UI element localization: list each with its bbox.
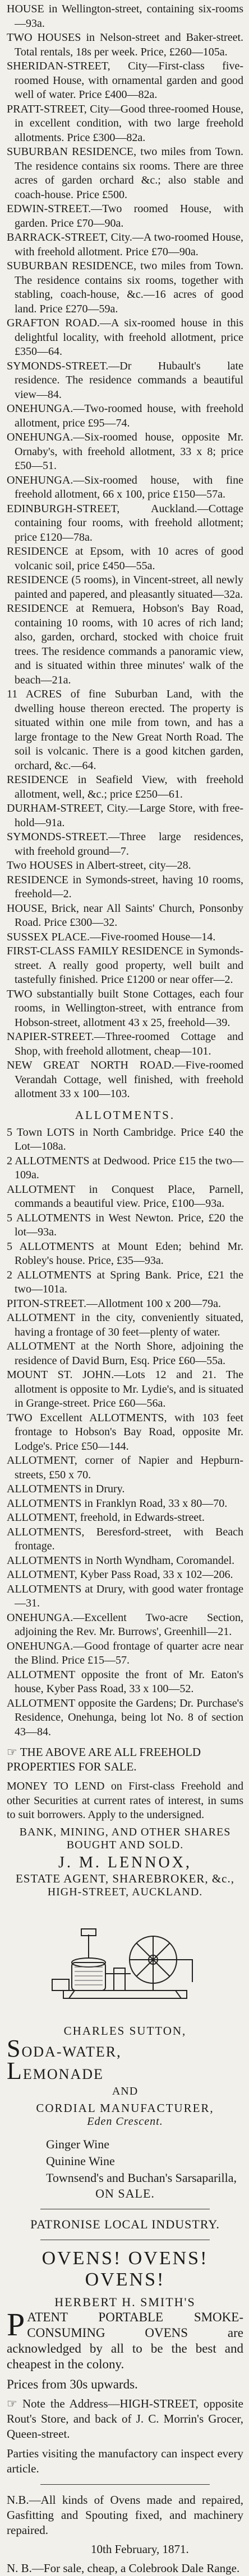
smith-address-text: Note the Address—HIGH-STREET, opposite Rout's Store, and back of J. C. Morrin's Grocer, Queen-street.: [7, 2396, 243, 2441]
freehold-note: [7, 1745, 243, 1774]
divider: [40, 2484, 210, 2485]
listing-item: NEW GREAT NORTH ROAD.—Five-roomed Verandah Cottage, well finished, with freehold allotment 33 x 100—103.: [7, 1059, 243, 1100]
listing-item: ALLOTMENT opposite the Gardens; Dr. Purchase's Residence, Onehunga, being lot No. 8 of section 43—84.: [7, 1697, 243, 1738]
agent-title: ESTATE AGENT, SHAREBROKER, &c.,: [15, 1871, 234, 1885]
sutton-and: AND: [112, 2085, 139, 2097]
sutton-dropcap-s: S: [7, 2034, 22, 2062]
listing-item: ALLOTMENTS in Drury.: [7, 1483, 125, 1495]
sutton-products: [7, 2136, 243, 2201]
listing-item: EDINBURGH-STREET, Auckland.—Cottage containing four rooms, with freehold allotment; price £120—78a.: [7, 502, 243, 544]
smith-address-note: [7, 2396, 243, 2442]
listing-item: SHERIDAN-STREET, City—First-class five-roomed House, with ornamental garden and good well of water. Price £400—82a.: [7, 60, 243, 101]
listing-item: 5 ALLOTMENTS at Mount Eden; behind Mr. Robley's house. Price, £35—93a.: [7, 1240, 243, 1267]
listing-item: ALLOTMENT in Conquest Place, Parnell, commands a beautiful view. Price, £100—93a.: [7, 1183, 243, 1210]
sutton-trade-line: [7, 2034, 243, 2085]
product-sarsaparilla: Townsend's and Buchan's Sarsaparilla,: [46, 2170, 237, 2185]
machinery-engraving-icon: [41, 1907, 209, 2018]
listing-item: ONEHUNGA.—Six-roomed house, opposite Mr. Ornaby's, with freehold allotment, 33 x 8; price £50—51.: [7, 431, 243, 472]
listing-item: TWO substantially built Stone Cottages, each four rooms, in Wellington-street, with entrance from Hobson-street, allotment 43 x 25, freehold—39.: [7, 987, 243, 1029]
shares-line-2: BOUGHT AND SOLD.: [66, 1838, 184, 1851]
smith-name: HERBERT H. SMITH'S: [54, 2294, 196, 2309]
sutton-lemonade: EMONADE: [22, 2066, 104, 2082]
allotments-heading: ALLOTMENTS.: [75, 1108, 176, 1122]
listing-item: HOUSE in Wellington-street, containing six-rooms—93a.: [7, 3, 243, 30]
sutton-soda-water: ODA-WATER,: [21, 2043, 122, 2060]
smith-dropcap: P: [7, 2306, 25, 2343]
freehold-note-text: THE ABOVE ARE ALL FREEHOLD PROPERTIES FOR SALE.: [7, 1745, 201, 1773]
listing-item: ALLOTMENT, corner of Napier and Hepburn-streets, £50 x 70.: [7, 1454, 243, 1481]
smith-body-text: ATENT PORTABLE SMOKE-CONSUMING OVENS are acknowledged by all to be the best and cheapest in the colony.: [7, 2310, 243, 2371]
listing-item: ONEHUNGA.—Six-roomed house, with fine freehold allotment, 66 x 100, price £150—57a.: [7, 474, 243, 500]
listing-item: SUSSEX PLACE.—Five-roomed House—14.: [7, 930, 216, 943]
listing-item: RESIDENCE in Seafield View, with freehold allotment, well, &c.; price £250—61.: [7, 774, 243, 800]
listing-item: ALLOTMENT in the city, conveniently situated, having a frontage of 30 feet—plenty of water.: [7, 1312, 243, 1338]
sutton-name: CHARLES SUTTON,: [63, 2024, 187, 2038]
listing-item: 5 ALLOTMENTS in West Newton. Price, £20 the lot—93a.: [7, 1211, 243, 1238]
property-listings: [7, 2, 243, 1102]
smith-date: 10th February, 1871.: [91, 2542, 189, 2556]
listing-item: TWO HOUSES in Nelson-street and Baker-street. Total rentals, 18s per week. Price, £260—105a.: [7, 31, 243, 58]
listing-item: SYMONDS-STREET.—Dr Hubault's late residence. The residence commands a beautiful view—84.: [7, 359, 243, 401]
allotment-listings: [7, 1126, 243, 1740]
listing-item: ALLOTMENT, Kyber Pass Road, 33 x 102—206.: [7, 1568, 233, 1581]
listing-item: PRATT-STREET, City—Good three-roomed House, in excellent condition, with two large freehold allotments. Price £300—82a.: [7, 102, 243, 144]
smith-nb-repairs: N.B.—All kinds of Ovens made and repaired, Gasfitting and Spouting fixed, and machinery repaired.: [7, 2493, 243, 2537]
listing-item: RESIDENCE in Symonds-street, having 10 rooms, freehold—2.: [7, 873, 243, 900]
listing-item: GRAFTON ROAD.—A six-roomed house in this delightful locality, with freehold allotment, price £350—64.: [7, 317, 243, 358]
listing-item: SUBURBAN RESIDENCE, two miles from Town. The residence contains six rooms. There are three acres of garden orchard &c.; also stable and coach-house. Price £500.: [7, 146, 243, 201]
listing-item: EDWIN-STREET.—Two roomed House, with garden. Price £70—90a.: [7, 203, 243, 230]
smith-prices: Prices from 30s upwards.: [7, 2377, 138, 2391]
listing-item: FIRST-CLASS FAMILY RESIDENCE in Symonds-street. A really good property, well built and tastefully finished. Price £1200 or near offer—2.: [7, 945, 243, 986]
listing-item: TWO Excellent ALLOTMENTS, with 103 feet frontage to Hobson's Bay Road, opposite Mr. Lodge's. Price £50—144.: [7, 1411, 243, 1453]
sutton-dropcap-l: L: [7, 2057, 23, 2085]
smith-advert-body: [7, 2306, 243, 2372]
listing-item: Two HOUSES in Albert-street, city—28.: [7, 859, 191, 872]
listing-item: MOUNT ST. JOHN.—Lots 12 and 21. The allotment is opposite to Mr. Lydie's, and is situated in Grange-street. Price £60—56a.: [7, 1369, 243, 1409]
listing-item: ONEHUNGA.—Two-roomed house, with freehold allotment, price £95—74.: [7, 402, 243, 429]
ovens-banner: OVENS! OVENS! OVENS!: [42, 2247, 209, 2290]
smith-nb-range: N. B.—For sale, cheap, a Colebrook Dale Range.: [7, 2561, 240, 2575]
listing-item: RESIDENCE (5 rooms), in Vincent-street, all newly painted and papered, and pleasantly situated—32a.: [7, 574, 243, 601]
listing-item: ONEHUNGA.—Excellent Two-acre Section, adjoining the Rev. Mr. Burrows', Greenhill—21.: [7, 1611, 243, 1638]
listing-item: ALLOTMENTS in North Wyndham, Coromandel.: [7, 1554, 235, 1567]
sutton-address: Eden Crescent.: [87, 2115, 163, 2128]
shares-line-1: BANK, MINING, AND OTHER SHARES: [19, 1825, 231, 1838]
listing-item: RESIDENCE at Epsom, with 10 acres of good volcanic soil, price £450—55a.: [7, 545, 243, 572]
sutton-on-sale: ON SALE.: [95, 2186, 155, 2200]
patronise-banner: PATRONISE LOCAL INDUSTRY.: [30, 2217, 220, 2231]
listing-item: SYMONDS-STREET.—Three large residences, with freehold ground—7.: [7, 831, 243, 858]
listing-item: ALLOTMENTS in Franklyn Road, 33 x 80—70.: [7, 1497, 228, 1510]
listing-item: NAPIER-STREET.—Three-roomed Cottage and Shop, with freehold allotment, cheap—101.: [7, 1031, 243, 1057]
listing-item: 5 Town LOTS in North Cambridge. Price £40 the Lot—108a.: [7, 1126, 243, 1153]
sutton-cordial: CORDIAL MANUFACTURER,: [36, 2101, 214, 2115]
agent-name: J. M. LENNOX,: [58, 1853, 192, 1871]
pointing-hand-icon: ☞: [7, 1745, 17, 1759]
money-to-lend-note: MONEY TO LEND on First-class Freehold and other Securities at current rates of interest, in sums to suit borrowers. Apply to the undersigned.: [7, 1780, 243, 1821]
pointing-hand-icon: ☞: [7, 2396, 17, 2410]
listing-item: ONEHUNGA.—Good frontage of quarter acre near the Blind. Price £15—57.: [7, 1640, 243, 1666]
agent-address: HIGH-STREET, AUCKLAND.: [47, 1885, 203, 1898]
listing-item: ALLOTMENT opposite the front of Mr. Eaton's house, Kyber Pass Road, 33 x 100—52.: [7, 1668, 243, 1695]
product-quinine-wine: Quinine Wine: [46, 2153, 115, 2168]
smith-visit-note: Parties visiting the manufactory can inspect every article.: [7, 2446, 243, 2475]
listing-item: ALLOTMENTS at Drury, with good water frontage—31.: [7, 1582, 243, 1609]
listing-item: ALLOTMENT at the North Shore, adjoining the residence of David Burn, Esq. Price £60—55a.: [7, 1340, 243, 1367]
listing-item: RESIDENCE at Remuera, Hobson's Bay Road, containing 10 rooms, with 10 acres of rich land; also, garden, orchard, stocked with choice fruit trees. The residence commands a panoramic view, and is situated within three minutes' walk of the beach—21a.: [7, 602, 243, 686]
listing-item: ALLOTMENTS, Beresford-street, with Beach frontage.: [7, 1525, 243, 1552]
listing-item: DURHAM-STREET, City.—Large Store, with free-hold—91a.: [7, 802, 243, 829]
listing-item: 11 ACRES of fine Suburban Land, with the dwelling house thereon erected. The property is situated within one mile from town, and has a large frontage to the New Great North Road. The soil is volcanic. There is a good kitchen garden, orchard, &c.—64.: [7, 688, 243, 772]
listing-item: SUBURBAN RESIDENCE, two miles from Town. The residence contains six rooms, together with stabling, coach-house, &c.—16 acres of good land. Price £270—59a.: [7, 260, 243, 315]
listing-item: BARRACK-STREET, City.—A two-roomed House, with freehold allotment. Price £70—90a.: [7, 231, 243, 258]
listing-item: 2 ALLOTMENTS at Spring Bank. Price, £21 the two—101a.: [7, 1268, 243, 1295]
listing-item: ALLOTMENT, freehold, in Edwards-street.: [7, 1511, 205, 1524]
listing-item: PITON-STREET.—Allotment 100 x 200—79a.: [7, 1297, 222, 1310]
listing-item: HOUSE, Brick, near All Saints' Church, Ponsonby Road. Price £300—32.: [7, 902, 243, 929]
listing-item: 2 ALLOTMENTS at Dedwood. Price £15 the two—109a.: [7, 1154, 243, 1181]
product-ginger-wine: Ginger Wine: [46, 2137, 109, 2151]
